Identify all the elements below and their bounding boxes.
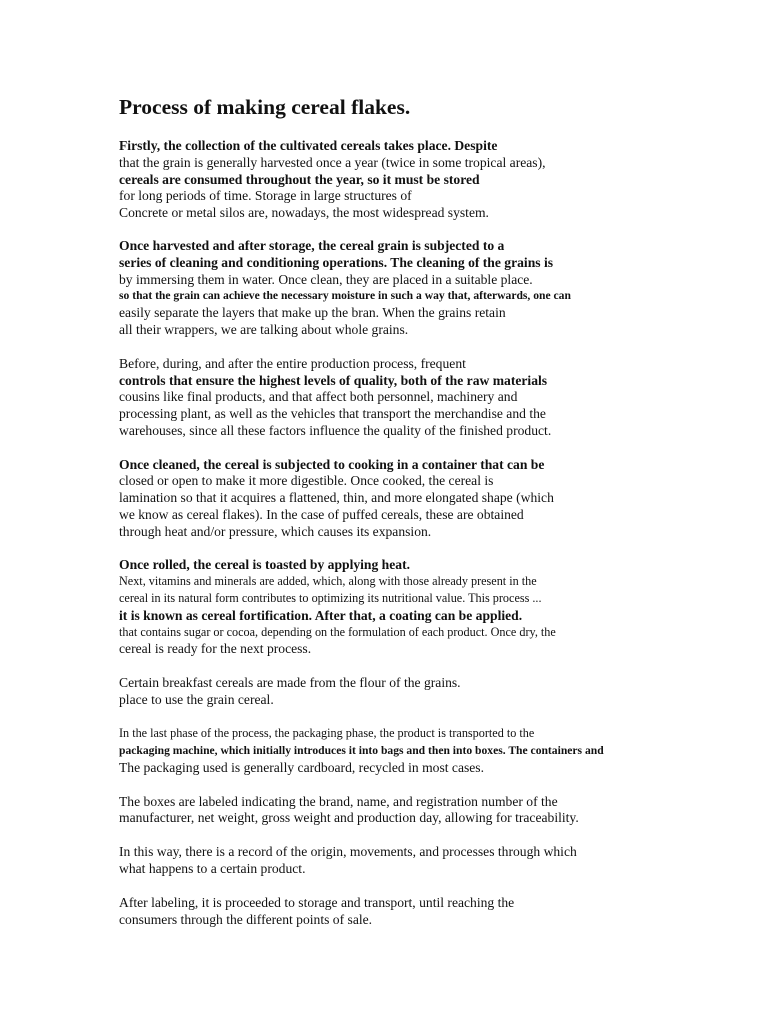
text-line: that the grain is generally harvested once a year (twice in some tropical areas), [119,155,546,170]
text-line: After labeling, it is proceeded to storage and transport, until reaching the [119,895,515,910]
text-line: The packaging used is generally cardboard, recycled in most cases. [119,760,485,775]
text-line: manufacturer, net weight, gross weight and production day, allowing for traceability. [119,810,579,825]
text-line: Once rolled, the cereal is toasted by applying heat. [119,557,410,572]
text-line: packaging machine, which initially introduces it into bags and then into boxes. The containers and [119,744,604,757]
text-line: processing plant, as well as the vehicles that transport the merchandise and the [119,406,546,421]
text-line: it is known as cereal fortification. After that, a coating can be applied. [119,608,523,623]
text-line: cereal in its natural form contributes to optimizing its nutritional value. This process ... [119,591,542,605]
text-line: Once harvested and after storage, the cereal grain is subjected to a [119,238,505,253]
text-line: place to use the grain cereal. [119,692,274,707]
text-line: by immersing them in water. Once clean, they are placed in a suitable place. [119,272,533,287]
text-line: cousins like final products, and that affect both personnel, machinery and [119,389,518,404]
text-line: Before, during, and after the entire production process, frequent [119,356,466,371]
text-line: In this way, there is a record of the origin, movements, and processes through which [119,844,577,859]
text-line: closed or open to make it more digestible. Once cooked, the cereal is [119,473,494,488]
text-line: for long periods of time. Storage in large structures of [119,188,412,203]
text-line: through heat and/or pressure, which causes its expansion. [119,524,432,539]
text-line: cereal is ready for the next process. [119,641,312,656]
text-line: what happens to a certain product. [119,861,306,876]
text-line: Once cleaned, the cereal is subjected to cooking in a container that can be [119,457,545,472]
text-line: so that the grain can achieve the necessary moisture in such a way that, afterwards, one can [119,289,571,302]
text-line: warehouses, since all these factors influence the quality of the finished product. [119,423,552,438]
text-line: Concrete or metal silos are, nowadays, the most widespread system. [119,205,489,220]
text-line: Certain breakfast cereals are made from the flour of the grains. [119,675,461,690]
text-line: series of cleaning and conditioning operations. The cleaning of the grains is [119,255,554,270]
text-line: controls that ensure the highest levels of quality, both of the raw materials [119,373,548,388]
text-line: Firstly, the collection of the cultivated cereals takes place. Despite [119,138,498,153]
text-line: easily separate the layers that make up the bran. When the grains retain [119,305,506,320]
text-line: cereals are consumed throughout the year, so it must be stored [119,172,480,187]
text-line: that contains sugar or cocoa, depending on the formulation of each product. Once dry, the [119,625,556,639]
page-title: Process of making cereal flakes. [119,95,411,119]
text-line: we know as cereal flakes). In the case of puffed cereals, these are obtained [119,507,524,522]
text-line: lamination so that it acquires a flattened, thin, and more elongated shape (which [119,490,554,505]
text-line: Next, vitamins and minerals are added, which, along with those already present in the [119,574,537,588]
text-line: In the last phase of the process, the packaging phase, the product is transported to the [119,726,535,740]
text-line: The boxes are labeled indicating the brand, name, and registration number of the [119,794,558,809]
text-line: all their wrappers, we are talking about whole grains. [119,322,409,337]
text-line: consumers through the different points of sale. [119,912,373,927]
